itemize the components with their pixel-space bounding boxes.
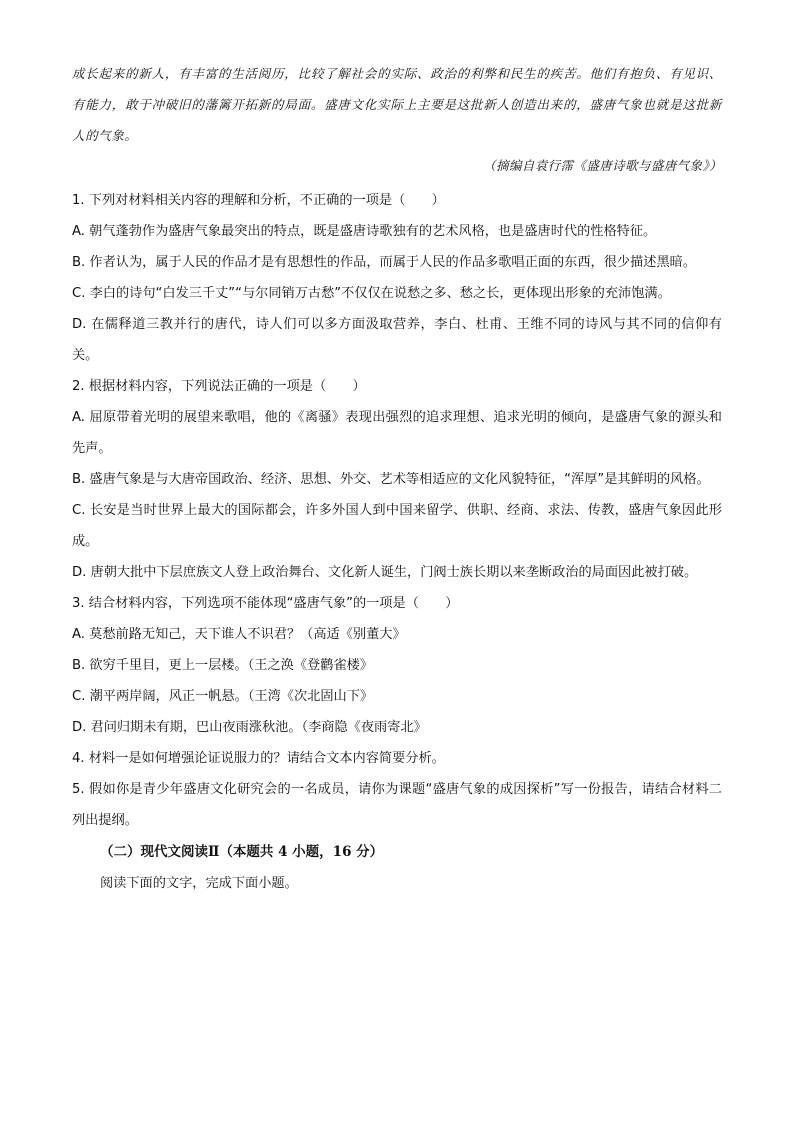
question-5 <box>72 774 722 836</box>
question-stem: 4. 材料一是如何增强论证说服力的？请结合文本内容简要分析。 <box>72 751 445 766</box>
option-b: B. 作者认为，属于人民的作品才是有思想性的作品，而属于人民的作品多歌唱正面的东西，很少描述黑暗。 <box>72 255 697 270</box>
option-c: C. 长安是当时世界上最大的国际都会，许多外国人到中国来留学、供职、经商、求法、传教，盛唐气象因此形成。 <box>72 503 722 549</box>
option-a: A. 莫愁前路无知己，天下谁人不识君？（高适《别董大》 <box>72 627 406 642</box>
passage-source: （摘编自袁行霈《盛唐诗歌与盛唐气象》） <box>483 158 722 173</box>
option-c: C. 潮平两岸阔，风正一帆悬。（王湾《次北固山下》 <box>72 689 374 704</box>
option-d: D. 在儒释道三教并行的唐代，诗人们可以多方面汲取营养，李白、杜甫、王维不同的诗风与其不同的信仰有关。 <box>72 317 722 363</box>
option-b: B. 欲穷千里目，更上一层楼。（王之涣《登鹳雀楼》 <box>72 658 373 673</box>
question-stem: 1. 下列对材料相关内容的理解和分析，不正确的一项是（ ） <box>72 193 445 208</box>
option-d: D. 君问归期未有期，巴山夜雨涨秋池。（李商隐《夜雨寄北》 <box>72 720 427 735</box>
option-a: A. 朝气蓬勃作为盛唐气象最突出的特点，既是盛唐诗歌独有的艺术风格，也是盛唐时代的性格特征。 <box>72 224 657 239</box>
question-1 <box>72 185 722 371</box>
option-d: D. 唐朝大批中下层庶族文人登上政治舞台、文化新人诞生，门阀士族长期以来垄断政治的局面因此被打破。 <box>72 565 698 580</box>
question-3 <box>72 588 722 743</box>
document-page <box>72 58 722 900</box>
question-stem: 2. 根据材料内容，下列说法正确的一项是（ ） <box>72 379 366 394</box>
section-instruction: 阅读下面的文字，完成下面小题。 <box>100 876 298 891</box>
passage-text: 成长起来的新人，有丰富的生活阅历，比较了解社会的实际、政治的利弊和民生的疾苦。他们有抱负、有见识、有能力，敢于冲破旧的藩篱开拓新的局面。盛唐文化实际上主要是这批新人创造出来的，盛唐气象也就是这批新人的气象。 <box>72 66 722 143</box>
question-4 <box>72 743 722 774</box>
question-stem: 3. 结合材料内容，下列选项不能体现“盛唐气象”的一项是（ ） <box>72 596 459 611</box>
question-2 <box>72 371 722 588</box>
option-b: B. 盛唐气象是与大唐帝国政治、经济、思想、外交、艺术等相适应的文化风貌特征，“浑厚”是其鲜明的风格。 <box>72 472 710 487</box>
option-a: A. 屈原带着光明的展望来歌唱，他的《离骚》表现出强烈的追求理想、追求光明的倾向，是盛唐气象的源头和先声。 <box>72 410 722 456</box>
section-heading: （二）现代文阅读Ⅱ（本题共 4 小题，16 分） <box>100 844 384 860</box>
option-c: C. 李白的诗句“白发三千丈”“与尔同销万古愁”不仅仅在说愁之多、愁之长，更体现出形象的充沛饱满。 <box>72 286 671 301</box>
question-stem: 5. 假如你是青少年盛唐文化研究会的一名成员，请你为课题“盛唐气象的成因探析”写一份报告，请结合材料二列出提纲。 <box>72 782 722 828</box>
